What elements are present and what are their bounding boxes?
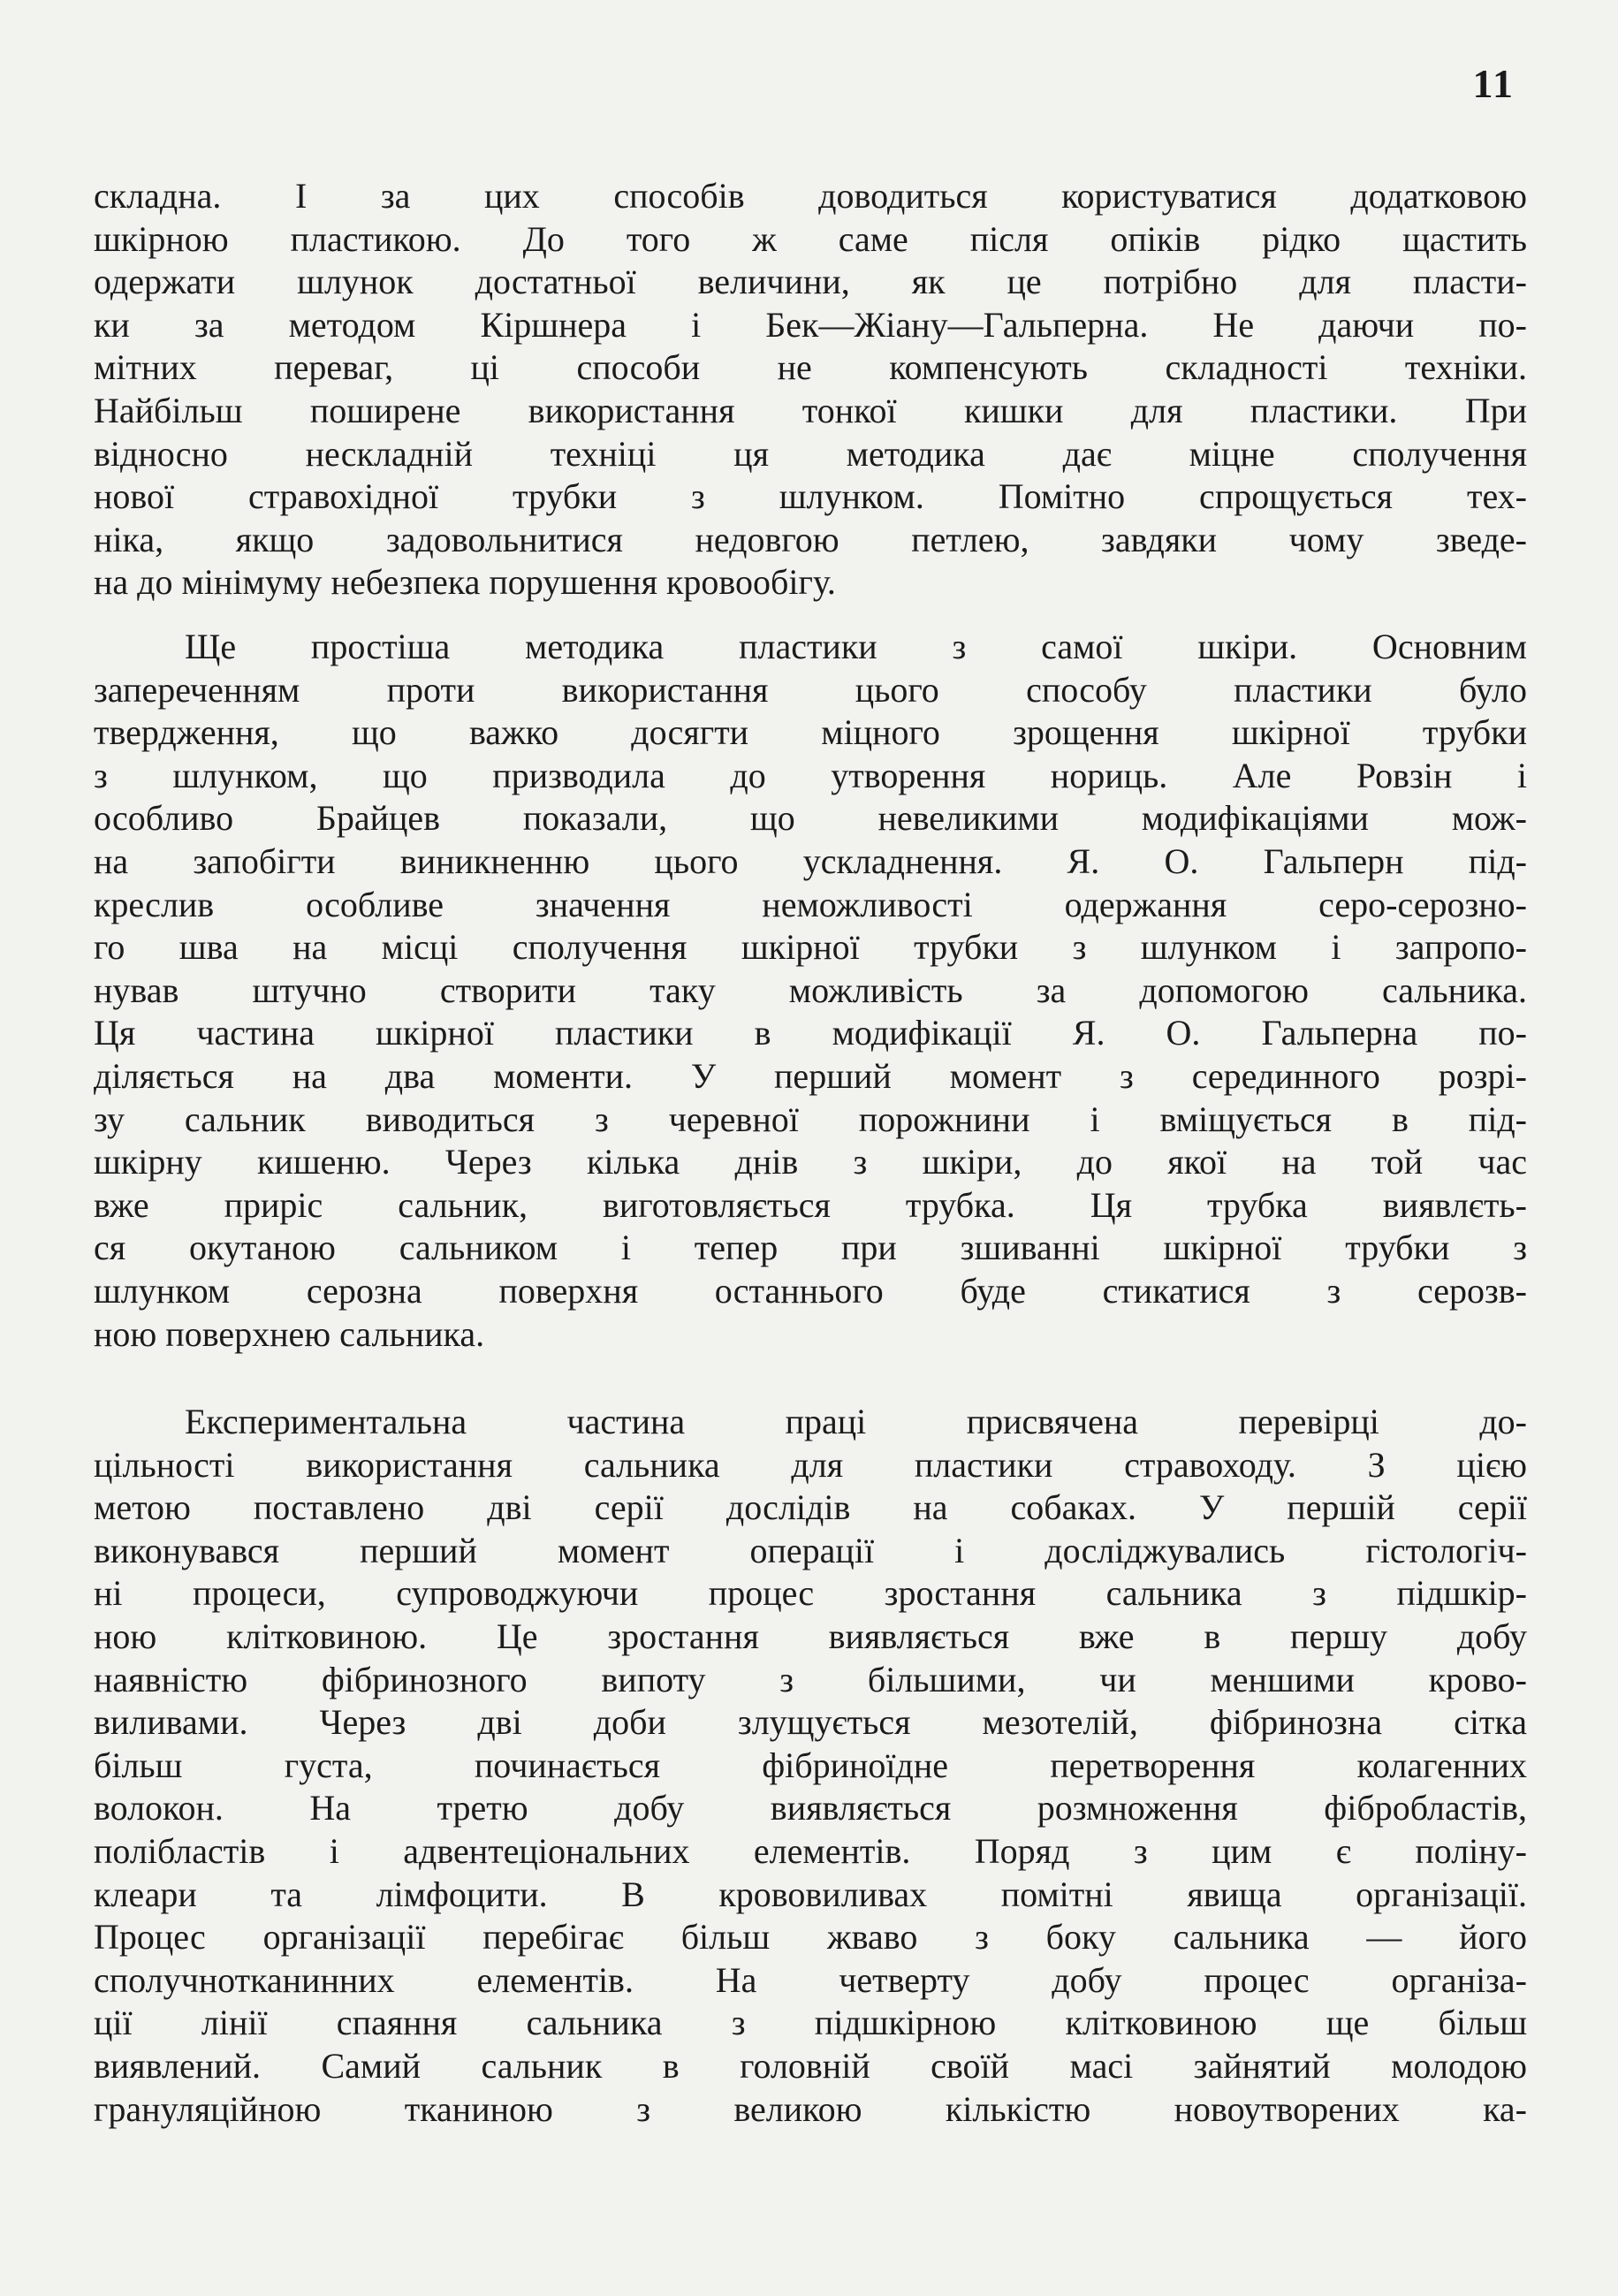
text-line: більш густа, починається фібриноїдне перетворення колагенних — [94, 1745, 1527, 1785]
text-line: нової стравохідної трубки з шлунком. Помітно спрощується тех- — [94, 476, 1527, 517]
text-line: виконувався перший момент операції і досліджувались гістологіч- — [94, 1530, 1527, 1570]
text-line: твердження, що важко досягти міцного зрощення шкірної трубки — [94, 712, 1527, 753]
text-line: ніка, якщо задовольнитися недовгою петлею, завдяки чому зведе- — [94, 519, 1527, 559]
text-line: го шва на місці сполучення шкірної трубки з шлунком і запропо- — [94, 927, 1527, 968]
text-line: цільності використання сальника для пластики стравоходу. З цією — [94, 1444, 1527, 1485]
text-line: ні процеси, супроводжуючи процес зростання сальника з підшкір- — [94, 1573, 1527, 1614]
text-line: креслив особливе значення неможливості одержання серо-серозно- — [94, 884, 1527, 924]
text-line: шкірну кишеню. Через кілька днів з шкіри, до якої на той час — [94, 1142, 1527, 1182]
text-line: одержати шлунок достатньої величини, як це потрібно для пласти- — [94, 262, 1527, 302]
text-line: Найбільш поширене використання тонкої кишки для пластики. При — [94, 390, 1527, 430]
text-line: вже приріс сальник, виготовляється трубка. Ця трубка виявлєть- — [94, 1184, 1527, 1225]
text-line: Ця частина шкірної пластики в модифікації Я. О. Гальперна по- — [94, 1013, 1527, 1053]
paragraph-1 — [94, 175, 1527, 604]
text-line: мітних переваг, ці способи не компенсують складності техніки. — [94, 347, 1527, 388]
text-line: волокон. На третю добу виявляється розмноження фібробластів, — [94, 1788, 1527, 1828]
text-line: особливо Брайцев показали, що невеликими модифікаціями мож- — [94, 798, 1527, 839]
text-line: Експериментальна частина праці присвячена перевірці до- — [185, 1402, 1527, 1441]
text-line: ною клітковиною. Це зростання виявляється вже в першу добу — [94, 1616, 1527, 1656]
text-line: складна. І за цих способів доводиться користуватися додатковою — [94, 176, 1527, 216]
text-line: сполучнотканинних елементів. На четверту добу процес організа- — [94, 1959, 1527, 2000]
text-line: запереченням проти використання цього способу пластики було — [94, 669, 1527, 710]
text-line: відносно нескладній техніці ця методика дає міцне сполучення — [94, 433, 1527, 474]
text-line: на запобігти виникненню цього ускладнення. Я. О. Гальперн під- — [94, 840, 1527, 881]
text-line: діляється на два моменти. У перший момент з серединного розрі- — [94, 1055, 1527, 1096]
text-line: зу сальник виводиться з черевної порожнини і вміщується в під- — [94, 1099, 1527, 1139]
text-line: Процес організації перебігає більш жваво з боку сальника — його — [94, 1917, 1527, 1958]
text-line: Ще простіша методика пластики з самої шкіри. Основним — [185, 627, 1527, 666]
text-line: на до мінімуму небезпека порушення кровообігу. — [94, 562, 836, 603]
text-line: шкірною пластикою. До того ж саме після опіків рідко щастить — [94, 218, 1527, 259]
text-line: грануляційною тканиною з великою кількістю новоутворених ка- — [94, 2088, 1527, 2129]
text-line: ки за методом Кіршнера і Бек—Жіану—Гальперна. Не даючи по- — [94, 304, 1527, 345]
text-line: наявністю фібринозного випоту з більшими, чи меншими крово- — [94, 1659, 1527, 1699]
page-number: 11 — [1472, 61, 1515, 106]
paragraph-3 — [94, 1401, 1527, 2131]
text-line: з шлунком, що призводила до утворення нориць. Але Ровзін і — [94, 755, 1527, 795]
text-line: ся окутаною сальником і тепер при зшиванні шкірної трубки з — [94, 1228, 1527, 1268]
text-line: ною поверхнею сальника. — [94, 1313, 485, 1354]
paragraph-2 — [94, 626, 1527, 1356]
text-line: клеари та лімфоцити. В крововиливах помітні явища організації. — [94, 1874, 1527, 1914]
text-line: полібластів і адвентеціональних елементів. Поряд з цим є поліну- — [94, 1830, 1527, 1871]
text-line: виливами. Через дві доби злущується мезотелій, фібринозна сітка — [94, 1702, 1527, 1743]
text-line: метою поставлено дві серії дослідів на собаках. У першій серії — [94, 1487, 1527, 1528]
text-line: ції лінії спаяння сальника з підшкірною клітковиною ще більш — [94, 2003, 1527, 2043]
text-line: нував штучно створити таку можливість за допомогою сальника. — [94, 969, 1527, 1010]
text-line: шлунком серозна поверхня останнього буде стикатися з серозв- — [94, 1270, 1527, 1311]
text-line: виявлений. Самий сальник в головній своїй масі зайнятий молодою — [94, 2045, 1527, 2086]
